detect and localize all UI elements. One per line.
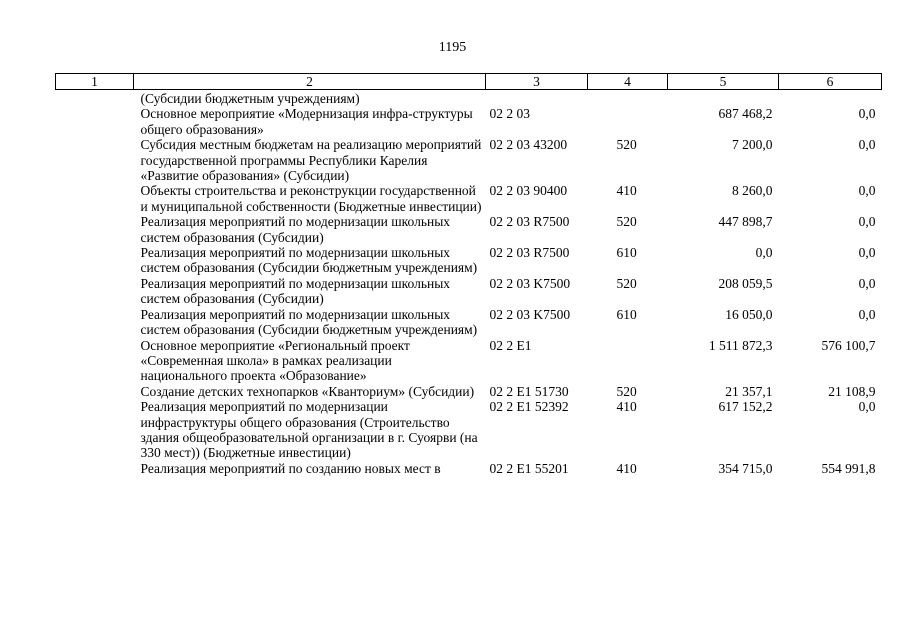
table-row: [56, 461, 882, 476]
row-type: 520: [616, 275, 637, 291]
table-row: [56, 183, 882, 214]
row-value-5: 354 715,0: [718, 460, 773, 476]
table-row: [56, 399, 882, 461]
row-type: 520: [616, 214, 637, 230]
column-header: 5: [668, 74, 779, 90]
row-value-5: 0,0: [755, 245, 773, 261]
row-name: Реализация мероприятий по модернизации инфраструктуры общего образования (Строительство здания общеобразовательной организации в г. Суоярви (на 330 мест)) (Бюджетные инвестиции): [140, 399, 478, 461]
row-code: 02 2 03 43200: [489, 137, 568, 153]
row-code: 02 2 03 R7500: [489, 214, 570, 230]
header-row: [56, 74, 882, 90]
row-code: 02 2 E1: [489, 337, 532, 353]
row-name: Реализация мероприятий по модернизации школьных систем образования (Субсидии бюджетным учреждениям): [140, 245, 478, 276]
row-code: 02 2 E1 55201: [489, 460, 569, 476]
row-code: [486, 90, 588, 107]
row-value-6: 0,0: [858, 399, 876, 415]
row-type: [588, 106, 668, 137]
table-row: [56, 137, 882, 183]
row-value-5: 8 260,0: [732, 183, 773, 199]
row-name: Реализация мероприятий по модернизации школьных систем образования (Субсидии): [140, 214, 451, 245]
row-value-6: 0,0: [858, 245, 876, 261]
row-code: 02 2 E1 52392: [489, 399, 569, 415]
row-value-5: 1 511 872,3: [708, 337, 773, 353]
row-value-5: 447 898,7: [718, 214, 773, 230]
row-name: Реализация мероприятий по модернизации школьных систем образования (Субсидии): [140, 275, 451, 307]
row-code: 02 2 03 R7500: [489, 245, 570, 261]
row-code: 02 2 E1 51730: [489, 383, 569, 399]
row-value-6: 554 991,8: [821, 460, 876, 476]
row-value-6: 0,0: [858, 183, 876, 199]
row-name: (Субсидии бюджетным учреждениям): [140, 91, 360, 106]
column-header: 4: [588, 74, 668, 90]
row-type: 610: [616, 306, 637, 322]
row-value-5: 16 050,0: [725, 306, 773, 322]
row-code: 02 2 03: [489, 106, 530, 122]
page-number: 1195: [438, 40, 467, 55]
row-value-6: 21 108,9: [828, 383, 876, 399]
column-header: 3: [486, 74, 588, 90]
row-type: 610: [616, 245, 637, 261]
table-row: [56, 276, 882, 307]
row-value-5: [668, 90, 779, 107]
table-row: [56, 384, 882, 399]
table-row: [56, 338, 882, 384]
row-code: 02 2 03 K7500: [489, 306, 571, 322]
row-value-5: 7 200,0: [732, 137, 773, 153]
row-name: Создание детских технопарков «Кванториум» (Субсидии): [140, 383, 475, 399]
column-header: 2: [134, 74, 486, 90]
column-header: 1: [56, 74, 134, 90]
row-name: Основное мероприятие «Региональный проект «Современная школа» в рамках реализации национального проекта «Образование»: [140, 337, 410, 384]
row-type: 410: [616, 399, 637, 415]
row-code: 02 2 03 90400: [489, 183, 568, 199]
row-value-6: [779, 90, 882, 107]
row-type: 520: [616, 383, 637, 399]
budget-table: [55, 73, 882, 476]
row-value-6: 576 100,7: [821, 337, 876, 353]
table-row: [56, 106, 882, 137]
row-value-5: 617 152,2: [718, 399, 773, 415]
table-row: [56, 90, 882, 107]
row-name: Основное мероприятие «Модернизация инфра-структуры общего образования»: [140, 106, 473, 137]
row-type: 520: [616, 137, 637, 153]
row-value-5: 687 468,2: [718, 106, 773, 122]
row-value-5: 21 357,1: [725, 383, 773, 399]
row-name: Субсидия местным бюджетам на реализацию мероприятий государственной программы Республики Карелия «Развитие образования» (Субсидии): [140, 137, 482, 184]
row-value-6: 0,0: [858, 214, 876, 230]
row-code: 02 2 03 K7500: [489, 275, 571, 291]
row-name: Реализация мероприятий по созданию новых мест в: [140, 460, 441, 476]
row-type: [588, 90, 668, 107]
row-type: 410: [616, 460, 637, 476]
row-value-6: 0,0: [858, 106, 876, 122]
row-name: Реализация мероприятий по модернизации школьных систем образования (Субсидии бюджетным учреждениям): [140, 306, 478, 338]
column-header: 6: [779, 74, 882, 90]
row-value-6: 0,0: [858, 306, 876, 322]
row-value-6: 0,0: [858, 275, 876, 291]
row-name: Объекты строительства и реконструкции государственной и муниципальной собственности (Бюджетные инвестиции): [140, 183, 482, 214]
row-value-5: 208 059,5: [718, 275, 773, 291]
table-row: [56, 245, 882, 276]
row-type: 410: [616, 183, 637, 199]
row-value-6: 0,0: [858, 137, 876, 153]
table-row: [56, 307, 882, 338]
table-row: [56, 214, 882, 245]
row-type: [588, 338, 668, 384]
